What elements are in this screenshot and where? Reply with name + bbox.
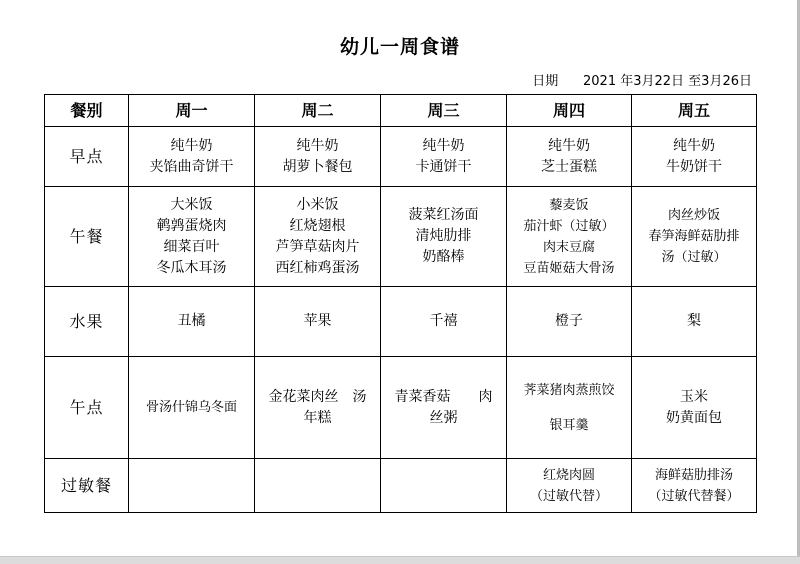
menu-cell: [255, 127, 381, 187]
table-row-allergy-meal: [45, 459, 757, 513]
day-header-tue: 周二: [255, 95, 381, 127]
meal-label-allergy-meal: 过敏餐: [45, 459, 129, 513]
menu-cell: [507, 287, 632, 357]
meal-label-breakfast: 早点: [45, 127, 129, 187]
dish-line: 茄汁虾（过敏）: [523, 218, 615, 234]
dish-line: 丑橘: [177, 313, 206, 329]
menu-cell-empty: [381, 459, 507, 513]
dish-line: 西红柿鸡蛋汤: [275, 259, 360, 276]
dish-line: 年糕: [303, 409, 332, 426]
dish-line: 纯牛奶: [422, 137, 465, 154]
dish-line: 丝粥: [429, 409, 458, 426]
dish-line: 红烧翅根: [289, 217, 346, 234]
dish-line: 细菜百叶: [163, 238, 220, 255]
table-row-breakfast: [45, 127, 757, 187]
dish-line: 银耳羹: [549, 417, 589, 433]
dish-line: 荠菜猪肉蒸煎饺: [523, 382, 615, 398]
menu-cell: [129, 287, 255, 357]
dish-line: 胡萝卜餐包: [282, 158, 353, 175]
menu-cell: [255, 357, 381, 459]
table-row-lunch: [45, 187, 757, 287]
menu-cell: [381, 287, 507, 357]
menu-cell: [632, 187, 757, 287]
menu-cell-empty: [129, 459, 255, 513]
menu-cell: [129, 187, 255, 287]
weekly-menu-table: [44, 94, 757, 513]
day-header-wed: 周三: [381, 95, 507, 127]
dish-line: 汤（过敏）: [661, 250, 727, 265]
table-row-fruit: [45, 287, 757, 357]
dish-line: 春笋海鲜菇肋排: [648, 229, 740, 244]
dish-line: 青菜香菇 肉: [394, 388, 493, 405]
dish-line: 芝士蛋糕: [541, 158, 597, 175]
dish-line: 红烧肉圆: [542, 467, 595, 483]
day-header-fri: 周五: [632, 95, 757, 127]
dish-line: 千禧: [429, 313, 458, 329]
day-header-mon: 周一: [129, 95, 255, 127]
menu-cell: [381, 357, 507, 459]
meal-column-header: 餐别: [45, 95, 129, 127]
menu-cell: [632, 127, 757, 187]
menu-cell: [507, 127, 632, 187]
dish-line: 肉末豆腐: [542, 239, 595, 255]
dish-line: 橙子: [555, 313, 583, 329]
dish-line: 纯牛奶: [548, 137, 590, 154]
meal-label-lunch: 午餐: [45, 187, 129, 287]
menu-cell: [381, 127, 507, 187]
menu-cell: [507, 459, 632, 513]
dish-line: 冬瓜木耳汤: [156, 259, 227, 276]
dish-line: 卡通饼干: [415, 158, 472, 175]
dish-line: 清炖肋排: [415, 228, 472, 244]
dish-line: 奶酪棒: [422, 249, 465, 265]
dish-line: 藜麦饭: [549, 197, 589, 213]
dish-line: 梨: [687, 313, 701, 329]
page-title: 幼儿一周食谱: [339, 36, 460, 58]
meal-label-afternoon-snack: 午点: [45, 357, 129, 459]
dish-line: 豆苗姬菇大骨汤: [523, 260, 615, 276]
dish-line: 肉丝炒饭: [667, 208, 720, 223]
dish-line: 菠菜红汤面: [408, 207, 479, 223]
dish-line: 纯牛奶: [673, 137, 715, 154]
date-label: 日期: [532, 74, 559, 89]
menu-cell: [255, 287, 381, 357]
dish-line: 鹌鹑蛋烧肉: [156, 217, 227, 234]
dish-line: 小米饭: [296, 196, 339, 213]
dish-line: 纯牛奶: [296, 137, 339, 154]
window-bottom-edge: [0, 556, 800, 564]
menu-cell: [129, 127, 255, 187]
menu-cell-empty: [255, 459, 381, 513]
table-row-afternoon-snack: [45, 357, 757, 459]
dish-line: 海鲜菇肋排汤: [654, 467, 733, 483]
window-bottom-border: [0, 556, 800, 557]
dish-line: 纯牛奶: [170, 137, 213, 154]
menu-cell: [507, 187, 632, 287]
menu-cell: [507, 357, 632, 459]
day-header-thu: 周四: [507, 95, 632, 127]
menu-cell: [381, 187, 507, 287]
dish-line: 玉米: [680, 388, 708, 405]
dish-line: （过敏代替餐）: [648, 488, 740, 504]
dish-line: 大米饭: [170, 196, 213, 213]
menu-cell: [632, 357, 757, 459]
dish-line: 芦笋草菇肉片: [275, 238, 360, 255]
dish-line: 牛奶饼干: [666, 158, 722, 175]
dish-line: 苹果: [303, 313, 332, 329]
meal-label-fruit: 水果: [45, 287, 129, 357]
dish-line: （过敏代替）: [529, 488, 608, 504]
dish-line: 奶黄面包: [666, 409, 722, 426]
menu-cell: [129, 357, 255, 459]
dish-line: 金花菜肉丝 汤: [268, 388, 367, 405]
menu-cell: [632, 287, 757, 357]
dish-line: 骨汤什锦乌冬面: [145, 400, 237, 415]
menu-cell: [632, 459, 757, 513]
dish-line-spacer: [509, 401, 629, 415]
dish-line: 夹馅曲奇饼干: [149, 158, 234, 175]
menu-cell: [255, 187, 381, 287]
date-line: [532, 70, 752, 89]
table-header-row: [45, 95, 757, 127]
date-range: 2021 年3月22日 至3月26日: [583, 74, 752, 89]
